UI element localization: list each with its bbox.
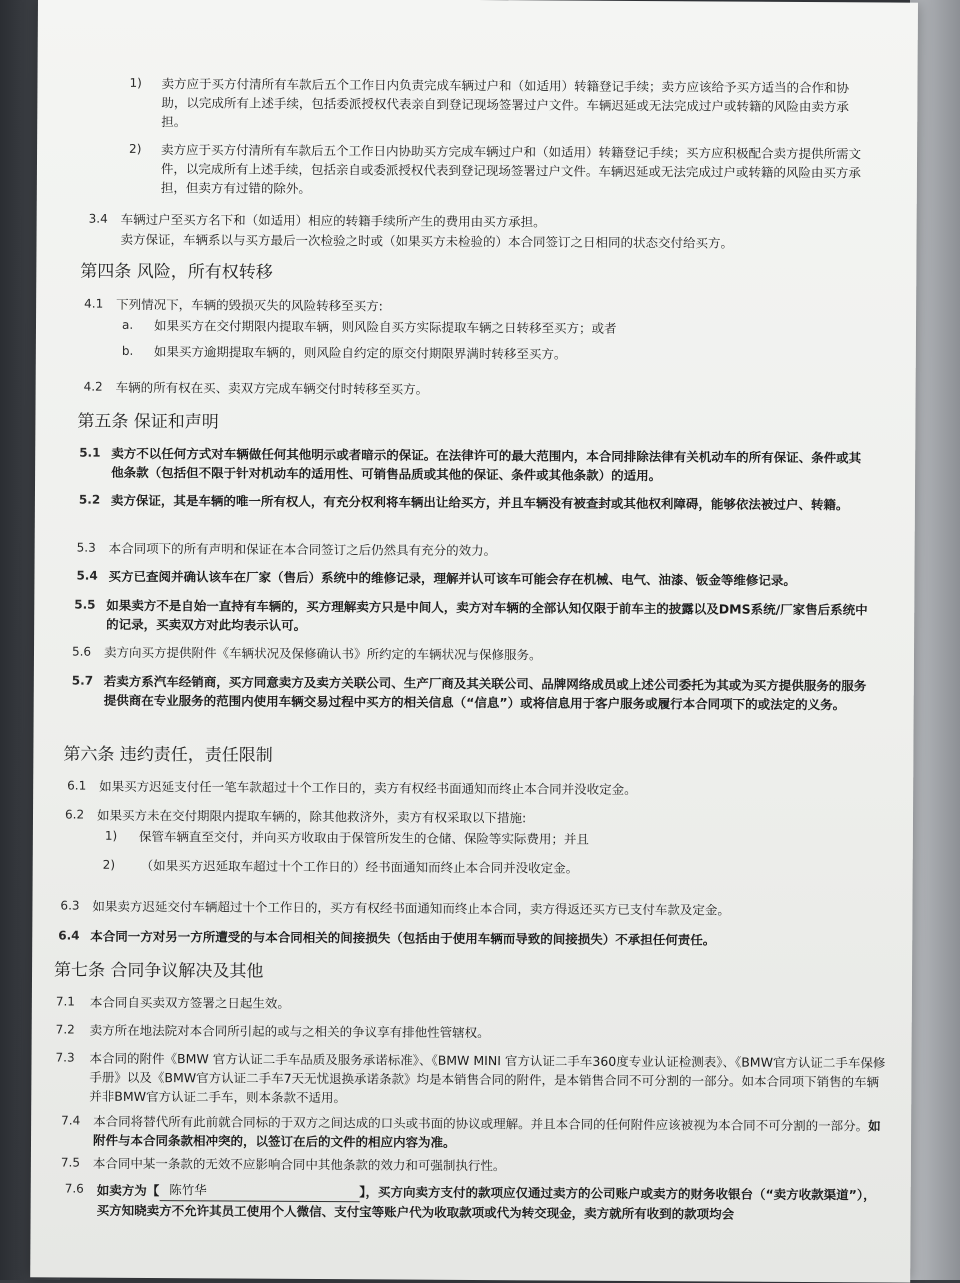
section-heading: 第五条 保证和声明 xyxy=(77,411,219,433)
clause-number: 2) xyxy=(102,857,116,872)
clause-text: 卖方应于买方付清所有车款后五个工作日内协助买方完成车辆过户和（如适用）转籍登记手续；买方应积极配合卖方提供所需文件，以完成所有上述手续，包括亲自或委派授权代表到登记现场签署过户文件。车辆迟延或无法完成过户或转籍的风险由买方承担，但卖方有过错的除外。 xyxy=(160,142,862,196)
clause-number: 7.1 xyxy=(55,994,76,1009)
clause-text: 本合同的附件《BMW 官方认证二手车品质及服务承诺标准》、《BMW MINI 官方认证二手车360度专业认证检测表》、《BMW官方认证二手车保修手册》以及《BMW官方认证二手车7天无忧退换承诺条款》均是本销售合同的附件，是本销售合同不可分割的一部分。如本合同项下销售的车辆并非BMW官方认证二手车，则本条款不适用。 xyxy=(89,1050,886,1106)
clause-text: （如果买方迟延取车超过十个工作日的）经书面通知而终止本合同并没收定金。 xyxy=(140,857,579,876)
clause-number: 7.4 xyxy=(61,1113,81,1128)
clause-text: 如果买方在交付期限内提取车辆，则风险自买方实际提取车辆之日转移至买方；或者 xyxy=(153,318,617,336)
clause-text xyxy=(93,1112,887,1155)
clause-text: 车辆的所有权在买、卖双方完成车辆交付时转移至买方。 xyxy=(115,379,429,397)
clause-number: 1) xyxy=(104,828,118,843)
clause-text: 本合同中某一条款的无效不应影响合同中其他条款的效力和可强制执行性。 xyxy=(92,1155,506,1174)
clause-text-bold-part: 如附件与本合同条款相冲突的，以签订在后的文件的相应内容为准。 xyxy=(92,1118,881,1150)
clause-text: 本合同一方对另一方所遭受的与本合同相关的间接损失（包括由于使用车辆而导致的间接损失）不承担任何责任。 xyxy=(90,928,716,948)
clause-number: 5.6 xyxy=(71,644,92,659)
clause-number: b. xyxy=(121,343,134,358)
clause-text: 下列情况下，车辆的毁损灭失的风险转移至买方: xyxy=(116,296,383,314)
clause-text-part: 本合同将替代所有此前就合同标的于双方之间达成的口头或书面的协议或理解。并且本合同的任何附件应该被视为本合同不可分割的一部分。 xyxy=(93,1113,869,1134)
seller-name-field: 陈竹华 xyxy=(159,1180,359,1202)
clause-text: 若卖方系汽车经销商，买方同意卖方及卖方关联公司、生产厂商及其关联公司、品牌网络成员或上述公司委托为其或为买方提供服务的服务提供商在专业服务的范围内使用车辆交易过程中买方的相关信息（“信息”）或将信息用于客户服务或履行本合同项下的或法定的义务。 xyxy=(103,673,867,713)
clause-text: 卖方不以任何方式对车辆做任何其他明示或者暗示的保证。在法律许可的最大范围内，本合同排除法律有关机动车的所有保证、条件或其他条款（包括但不限于针对机动车的适用性、可销售品质或其他的保证、条件或其他条款）的适用。 xyxy=(111,445,862,484)
clause-number: 3.4 xyxy=(88,211,108,226)
clause-text xyxy=(97,1180,887,1226)
clause-text: 如果买方逾期提取车辆的，则风险自约定的原交付期限界满时转移至买方。 xyxy=(153,344,567,362)
clause-number: 1) xyxy=(129,75,142,90)
clause-text: 买方已查阅并确认该车在厂家（售后）系统中的维修记录，理解并认可该车可能会存在机械、电气、油漆、钣金等维修记录。 xyxy=(108,568,797,588)
clause-text: 卖方保证，车辆系以与买方最后一次检验之时或（如果买方未检验的）本合同签订之日相同的状态交付给买方。 xyxy=(120,231,734,251)
clause-number: 7.2 xyxy=(55,1022,75,1037)
clause-text: 本合同自买卖双方签署之日起生效。 xyxy=(89,994,290,1011)
clause-number: 5.5 xyxy=(74,597,96,612)
clause-number: 6.4 xyxy=(58,928,80,943)
contract-page xyxy=(30,0,918,1283)
clause-number: 5.7 xyxy=(71,673,94,688)
clause-number: 5.2 xyxy=(78,492,101,507)
clause-number: 5.3 xyxy=(76,540,96,555)
clause-number: a. xyxy=(121,317,134,332)
section-heading: 第六条 违约责任，责任限制 xyxy=(63,744,273,766)
clause-number: 7.6 xyxy=(64,1181,84,1196)
desk-surface-right xyxy=(910,0,960,1280)
clause-text: 卖方应于买方付清所有车款后五个工作日内负责完成车辆过户和（如适用）转籍登记手续；卖方应该给予买方适当的合作和协助，以完成所有上述手续，包括委派授权代表亲自到登记现场签署过户文件。车辆迟延或无法完成过户或转籍的风险由卖方承担。 xyxy=(161,76,850,130)
clause-text: 卖方所在地法院对本合同所引起的或与之相关的争议享有排他性管辖权。 xyxy=(89,1022,490,1041)
clause-text: 如果买方未在交付期限内提取车辆的，除其他救济外，卖方有权采取以下措施: xyxy=(96,807,527,826)
clause-text: 本合同项下的所有声明和保证在本合同签订之后仍然具有充分的效力。 xyxy=(108,540,497,559)
clause-number: 6.1 xyxy=(67,778,87,793)
clause-text: 卖方保证，其是车辆的唯一所有权人，有充分权利将车辆出让给买方，并且车辆没有被查封或其他权利障碍，能够依法被过户、转籍。 xyxy=(110,492,849,513)
clause-number: 5.4 xyxy=(76,568,98,583)
clause-number: 5.1 xyxy=(79,445,101,460)
clause-suffix: 】，买方向卖方支付的款项应仅通过卖方的公司账户或卖方的财务收银台（“卖方收款渠道”），买方知晓卖方不允许其员工使用个人微信、支付宝等账户代为收取款项或代为转交现金，卖方就所有收到的款项均会 xyxy=(96,1184,876,1222)
section-heading: 第四条 风险，所有权转移 xyxy=(80,261,273,283)
contract-content xyxy=(30,0,918,1283)
clause-number: 6.3 xyxy=(60,898,80,913)
clause-number: 7.5 xyxy=(60,1155,81,1170)
clause-text: 保管车辆直至交付，并向买方收取由于保管所发生的仓储、保险等实际费用；并且 xyxy=(138,828,589,847)
clause-number: 7.3 xyxy=(55,1050,75,1065)
clause-number: 4.1 xyxy=(84,296,104,311)
clause-text: 如果卖方迟延交付车辆超过十个工作日的，买方有权经书面通知而终止本合同，卖方得返还买方已支付车款及定金。 xyxy=(92,898,731,918)
clause-text: 如果卖方不是自始一直持有车辆的，买方理解卖方只是中间人，卖方对车辆的全部认知仅限于前车主的披露以及DMS系统/厂家售后系统中的记录，买卖双方对此均表示认可。 xyxy=(106,597,868,633)
clause-text: 卖方向买方提供附件《车辆状况及保修确认书》所约定的车辆状况与保修服务。 xyxy=(103,644,542,663)
clause-text: 车辆过户至买方名下和（如适用）相应的转籍手续所产生的费用由买方承担。 xyxy=(120,211,546,230)
clause-number: 2) xyxy=(129,141,142,156)
clause-number: 4.2 xyxy=(83,379,103,394)
clause-prefix: 如卖方为【 xyxy=(96,1182,160,1199)
clause-text: 如果买方迟延支付任一笔车款超过十个工作日的，卖方有权经书面通知而终止本合同并没收定金。 xyxy=(99,778,637,797)
section-heading: 第七条 合同争议解决及其他 xyxy=(54,960,264,982)
clause-number: 6.2 xyxy=(64,807,85,822)
